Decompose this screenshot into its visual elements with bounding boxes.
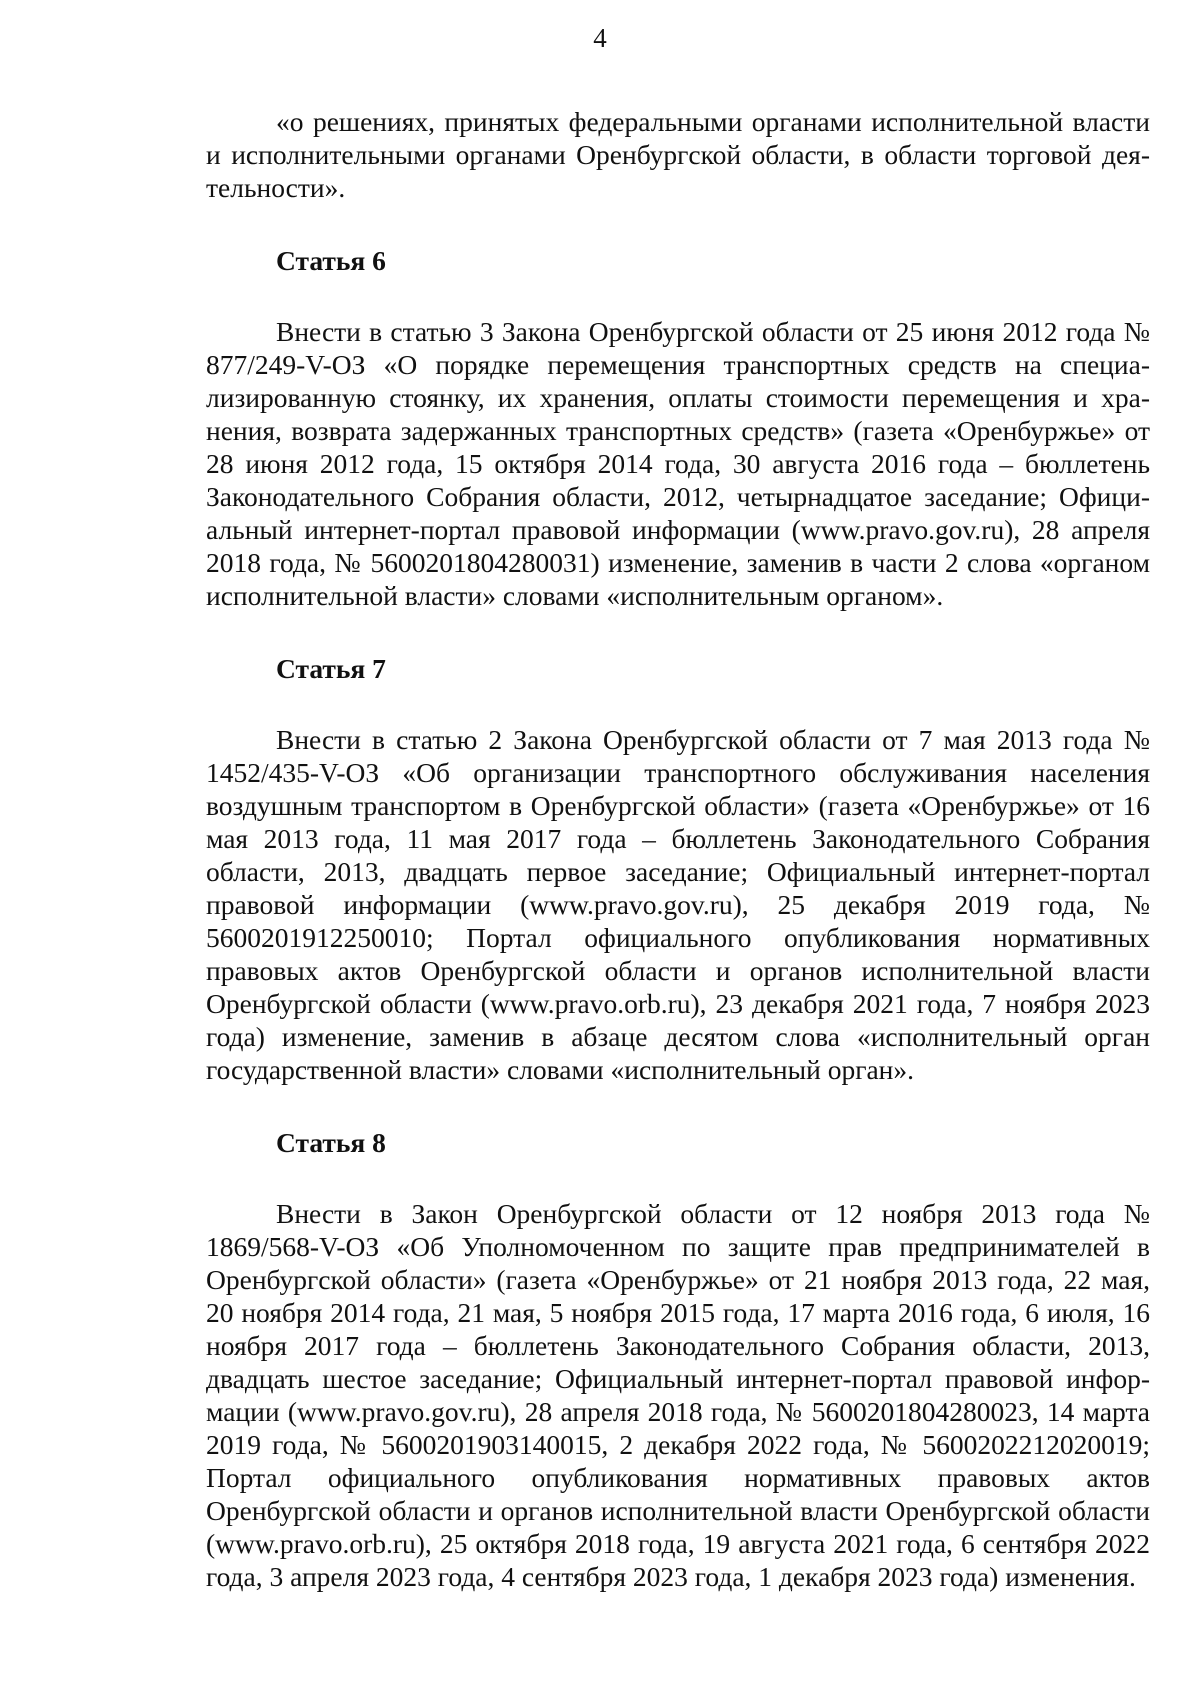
article-6-paragraph: Внести в статью 3 Закона Оренбургской области от 25 июня 2012 года № 877/249-V-ОЗ «О порядке перемещения транспортных средств на специализированную стоянку, их хранения, оплаты стоимости перемещения и хранения, возврата задержанных транспортных средств» (газета «Оренбуржье» от 28 июня 2012 года, 15 октября 2014 года, 30 августа 2016 года – бюллетень Законодательного Собрания области, 2012, четырнадцатое заседание; Официальный интернет-портал правовой информации (www.pravo.gov.ru), 28 апреля 2018 года, № 5600201804280031) изменение, заменив в части 2 слова «органом исполнительной власти» словами «исполнительным органом». [206, 316, 1150, 611]
article-8-title: Статья 8 [276, 1127, 386, 1158]
article-8-paragraph: Внести в Закон Оренбургской области от 12 ноября 2013 года № 1869/568-V-ОЗ «Об Уполномоченном по защите прав предпринимателей в Оренбургской области» (газета «Оренбуржье» от 21 ноября 2013 года, 22 мая, 20 ноября 2014 года, 21 мая, 5 ноября 2015 года, 17 марта 2016 года, 6 июля, 16 ноября 2017 года – бюллетень Законодательного Собрания области, 2013, двадцать шестое заседание; Официальный интернет-портал правовой информации (www.pravo.gov.ru), 28 апреля 2018 года, № 5600201804280023, 14 марта 2019 года, № 5600201903140015, 2 декабря 2022 года, № 5600202212020019; Портал официального опубликования нормативных правовых актов Оренбургской области и органов исполнительной власти Оренбургской области (www.pravo.orb.ru), 25 октября 2018 года, 19 августа 2021 года, 6 сентября 2022 года, 3 апреля 2023 года, 4 сентября 2023 года, 1 декабря 2023 года) изменения. [206, 1198, 1150, 1592]
intro-paragraph: «о решениях, принятых федеральными органами исполнительной власти и исполнительными органами Оренбургской области, в области торговой деятельности». [206, 106, 1150, 203]
page-number: 4 [593, 23, 607, 53]
document-body [206, 105, 1150, 1593]
article-6-title: Статья 6 [276, 245, 386, 276]
article-7-title: Статья 7 [276, 653, 386, 684]
article-7-paragraph: Внести в статью 2 Закона Оренбургской области от 7 мая 2013 года № 1452/435-V-ОЗ «Об организации транспортного обслуживания населения воздушным транспортом в Оренбургской области» (газета «Оренбуржье» от 16 мая 2013 года, 11 мая 2017 года – бюллетень Законодательного Собрания области, 2013, двадцать первое заседание; Официальный интернет-портал правовой информации (www.pravo.gov.ru), 25 декабря 2019 года, № 5600201912250010; Портал официального опубликования нормативных правовых актов Оренбургской области и органов исполнительной власти Оренбургской области (www.pravo.orb.ru), 23 декабря 2021 года, 7 ноября 2023 года) изменение, заменив в абзаце десятом слова «исполнительный орган государственной власти» словами «исполнительный орган». [206, 724, 1150, 1085]
